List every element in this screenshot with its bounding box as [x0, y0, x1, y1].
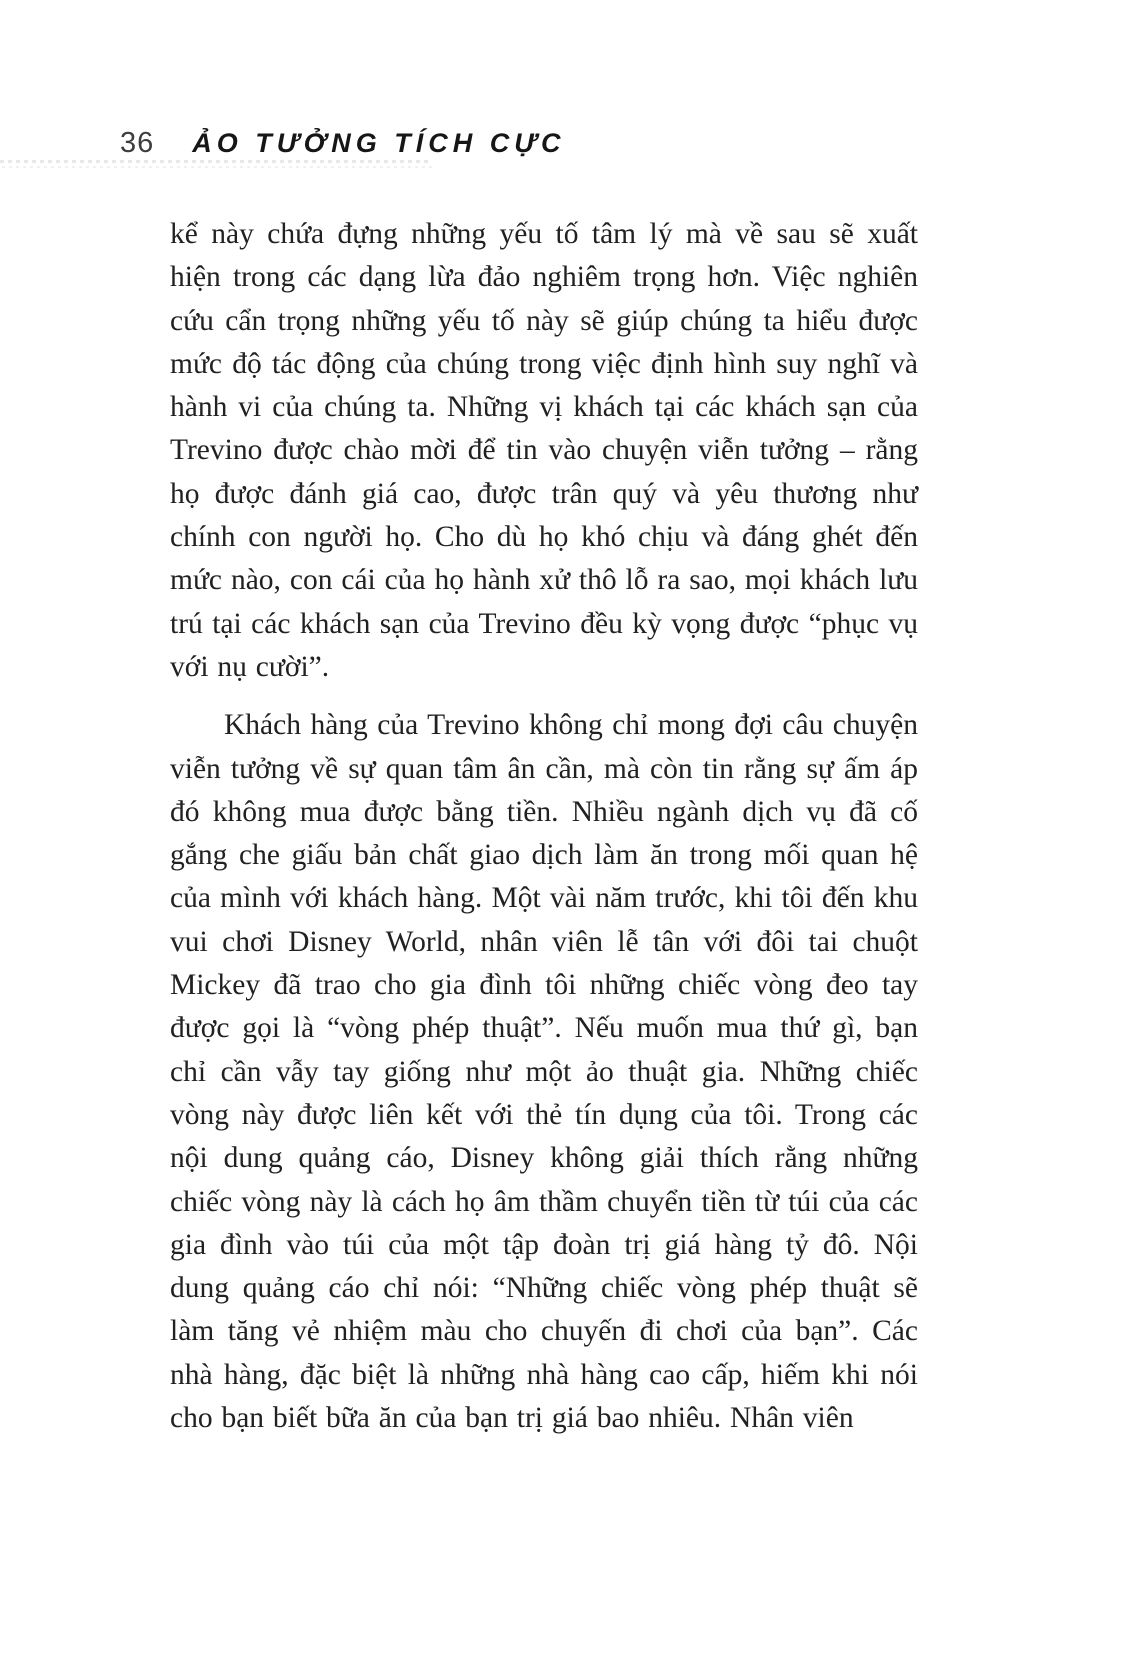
- paragraph: kể này chứa đựng những yếu tố tâm lý mà về sau sẽ xuất hiện trong các dạng lừa đảo nghiêm trọng hơn. Việc nghiên cứu cẩn trọng những yếu tố này sẽ giúp chúng ta hiểu được mức độ tác động của chúng trong việc định hình suy nghĩ và hành vi của chúng ta. Những vị khách tại các khách sạn của Trevino được chào mời để tin vào chuyện viễn tưởng – rằng họ được đánh giá cao, được trân quý và yêu thương như chính con người họ. Cho dù họ khó chịu và đáng ghét đến mức nào, con cái của họ hành xử thô lỗ ra sao, mọi khách lưu trú tại các khách sạn của Trevino đều kỳ vọng được “phục vụ với nụ cười”.: [170, 218, 918, 683]
- page-number: 36: [120, 127, 155, 159]
- body-text: [170, 213, 918, 1440]
- running-title: ẢO TƯỞNG TÍCH CỰC: [192, 128, 566, 158]
- page-header: [120, 127, 566, 160]
- paragraph: Khách hàng của Trevino không chỉ mong đợi câu chuyện viễn tưởng về sự quan tâm ân cần, mà còn tin rằng sự ấm áp đó không mua được bằng tiền. Nhiều ngành dịch vụ đã cố gắng che giấu bản chất giao dịch làm ăn trong mối quan hệ của mình với khách hàng. Một vài năm trước, khi tôi đến khu vui chơi Disney World, nhân viên lễ tân với đôi tai chuột Mickey đã trao cho gia đình tôi những chiếc vòng đeo tay được gọi là “vòng phép thuật”. Nếu muốn mua thứ gì, bạn chỉ cần vẫy tay giống như một ảo thuật gia. Những chiếc vòng này được liên kết với thẻ tín dụng của tôi. Trong các nội dung quảng cáo, Disney không giải thích rằng những chiếc vòng này là cách họ âm thầm chuyển tiền từ túi của các gia đình vào túi của một tập đoàn trị giá hàng tỷ đô. Nội dung quảng cáo chỉ nói: “Những chiếc vòng phép thuật sẽ làm tăng vẻ nhiệm màu cho chuyến đi chơi của bạn”. Các nhà hàng, đặc biệt là những nhà hàng cao cấp, hiếm khi nói cho bạn biết bữa ăn của bạn trị giá bao nhiêu. Nhân viên: [170, 709, 918, 1435]
- scan-artifact-dotted-line: [0, 160, 432, 169]
